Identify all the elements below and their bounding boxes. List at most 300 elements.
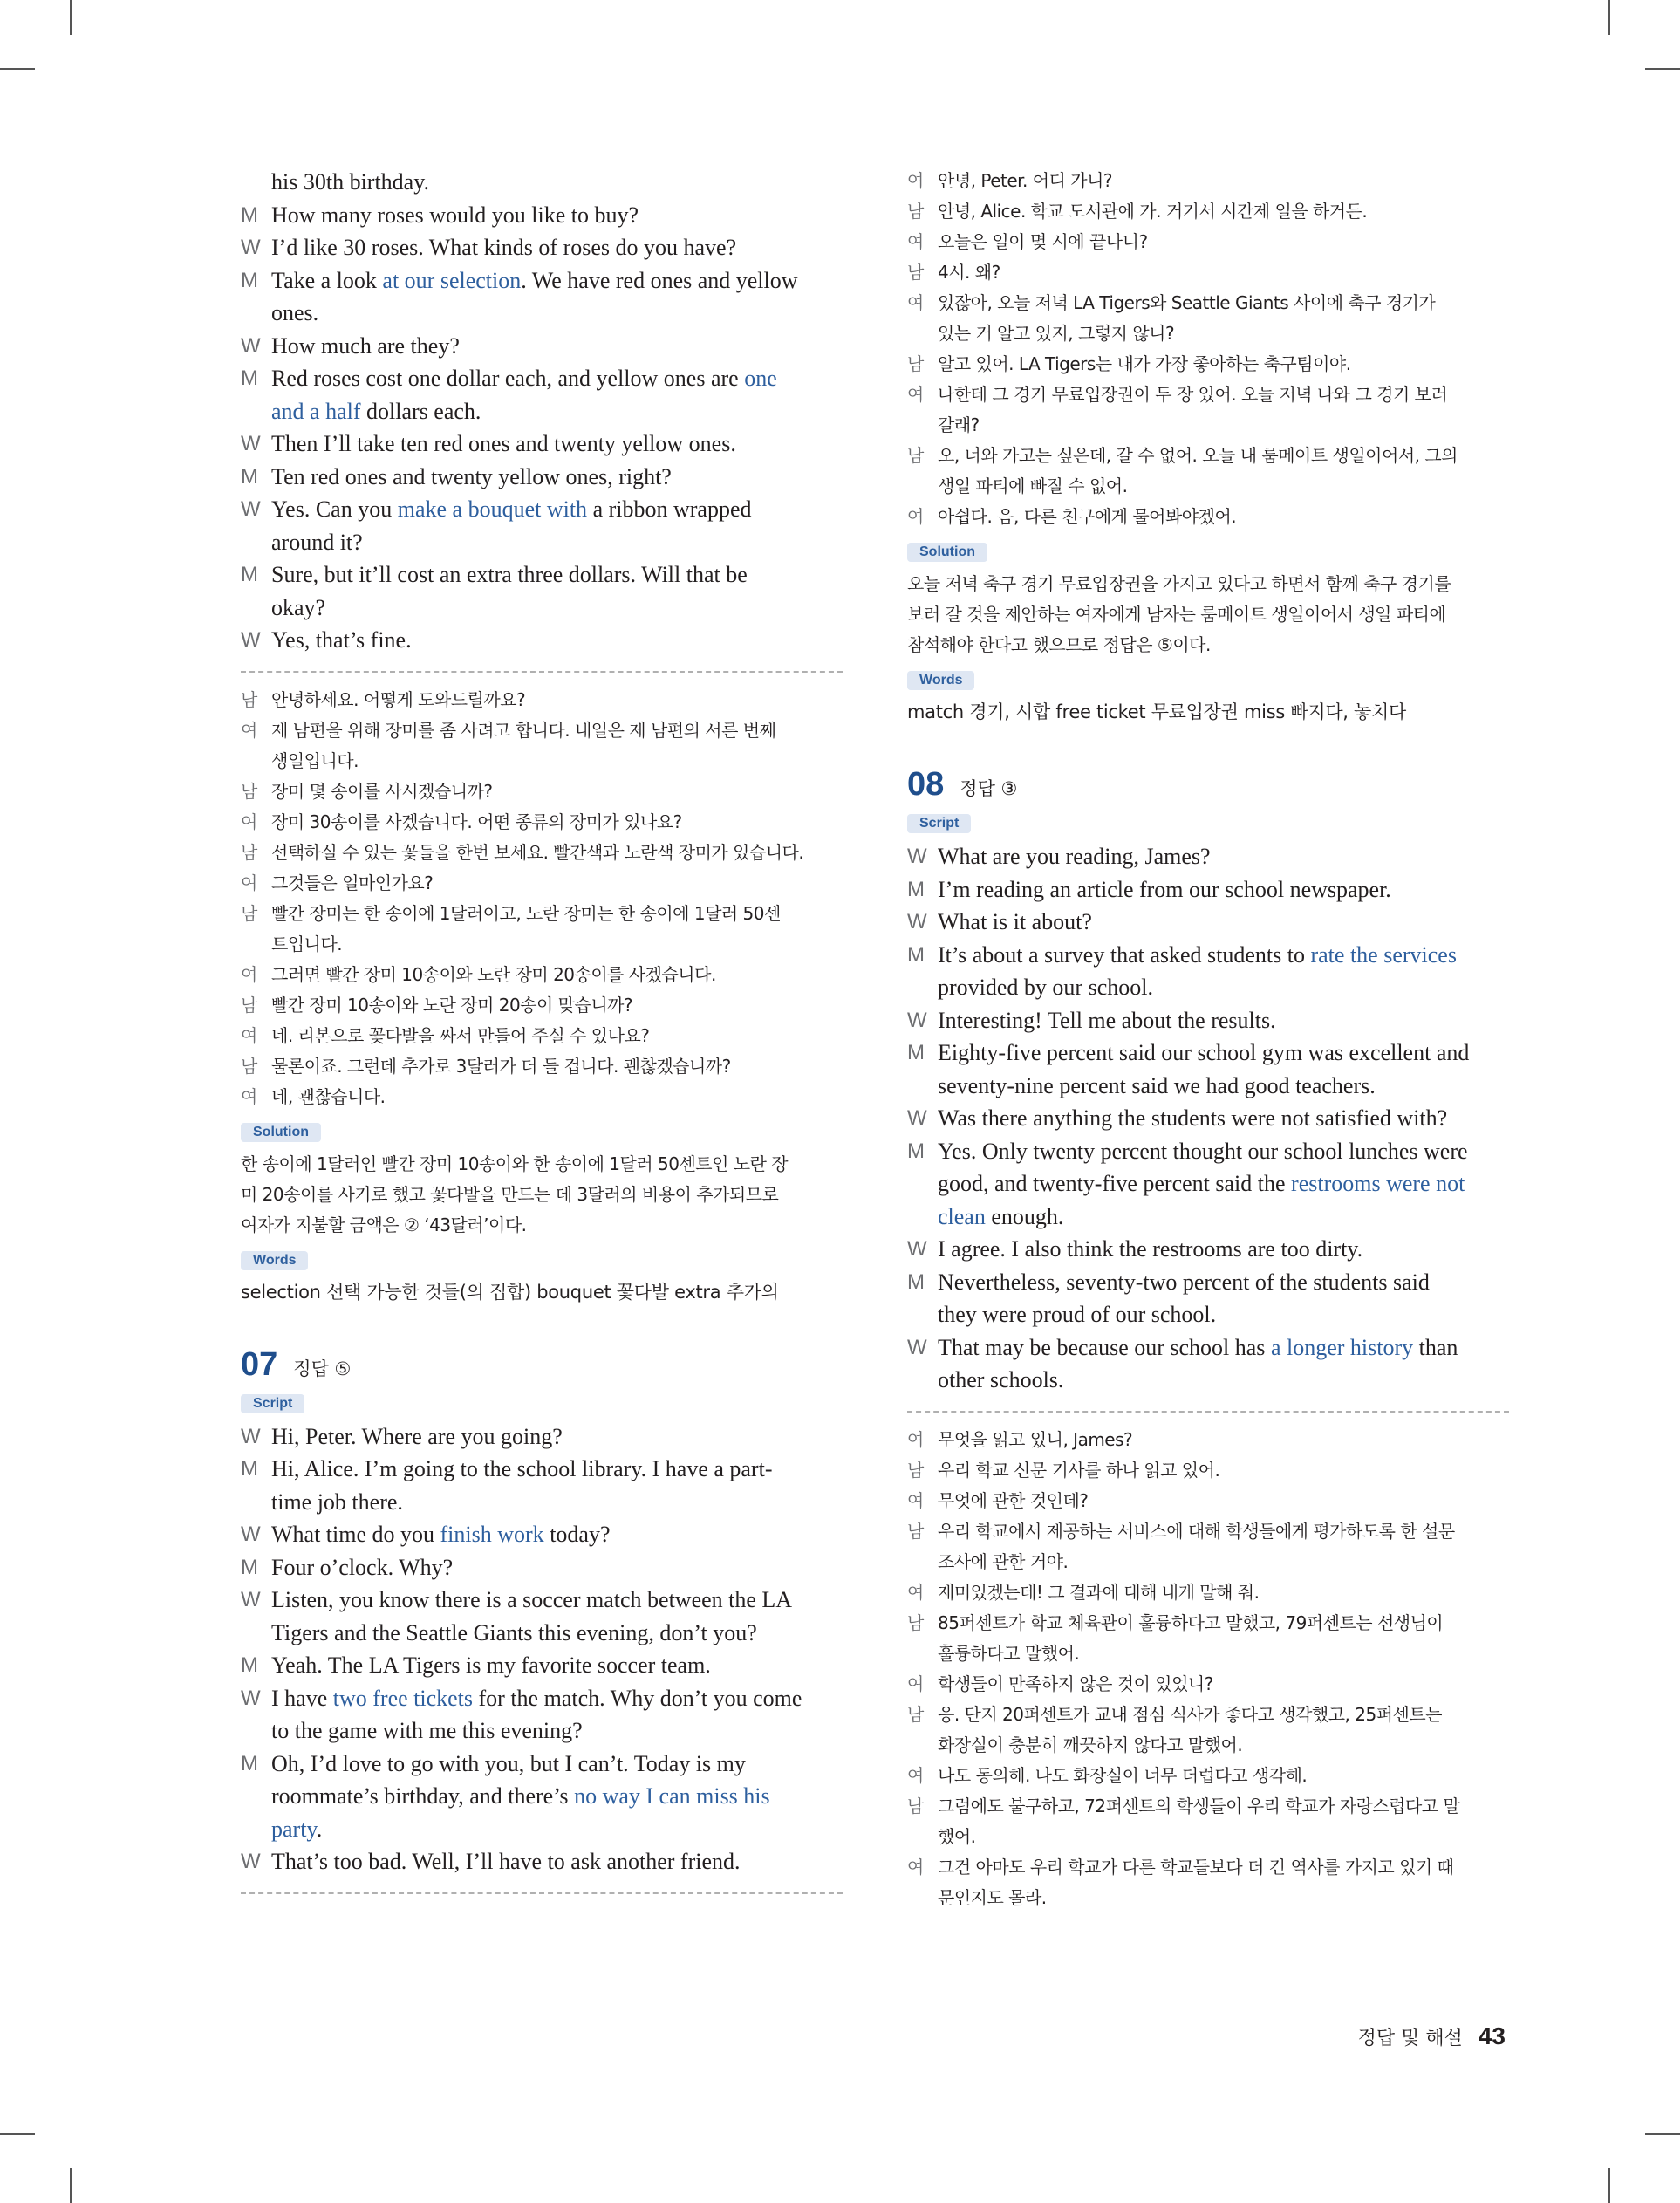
highlighted-phrase: a longer history [1270,1334,1414,1360]
dialog-text: Interesting! Tell me about the results. [938,1007,1276,1033]
speaker-label: W [241,333,261,358]
speaker-label: W [241,432,261,455]
dialog-text [938,1167,1509,1201]
dialog-text: That’s too bad. Well, I’ll have to ask another friend. [271,1849,741,1874]
dialog-text: Nevertheless, seventy-two percent of the students said [938,1269,1430,1295]
dialog-text: 학생들이 만족하지 않은 것이 있었니? [938,1673,1213,1694]
speaker-label [907,1547,938,1577]
dialog-text: How many roses would you like to buy? [271,202,639,228]
speaker-label: 남 [241,780,257,802]
dialog-line [907,1425,1509,1455]
speaker-label: 남 [907,1459,924,1481]
text-line: 오늘 저녁 축구 경기 무료입장권을 가지고 있다고 하면서 함께 축구 경기를 [907,573,1451,594]
highlighted-phrase: one [744,366,777,391]
speaker-label: W [241,1424,261,1448]
dialog-text [938,939,1509,972]
dialog-text: I’m reading an article from our school newspaper. [938,876,1391,902]
speaker-label: 남 [241,688,257,710]
dialog-line [241,1584,843,1617]
speaker-label: M [241,202,258,227]
dialog-line [907,410,1509,441]
text-segment: It’s about a survey that asked students to [938,941,1311,968]
speaker-label [241,526,271,559]
dialog-text: Yes. Only twenty percent thought our school lunches were [938,1138,1468,1164]
dialog-line [241,899,843,929]
speaker-label: 남 [907,1611,924,1633]
speaker-label: 여 [907,1856,924,1878]
dialog-text: 훌륭하다고 말했어. [938,1642,1080,1664]
dialog-text: Yeah. The LA Tigers is my favorite soccer team. [271,1652,711,1678]
dialog-line [241,990,843,1021]
highlighted-phrase: finish work [440,1522,544,1547]
dialog-text: Hi, Alice. I’m going to the school library. I have a part- [271,1456,773,1481]
dialog-text [271,1682,843,1715]
text-segment: . [316,1816,323,1842]
speaker-label: 남 [241,841,257,863]
dialog-line [241,1051,843,1082]
dialog-line [907,1298,1509,1331]
highlighted-phrase: restrooms were not [1291,1171,1465,1196]
dialog-text: Sure, but it’ll cost an extra three dollars. Will that be [271,562,748,587]
dialog-line [907,227,1509,257]
dialog-text [271,1518,843,1551]
footer-label: 정답 및 해설 [1357,2028,1463,2049]
speaker-label [907,1822,938,1852]
speaker-label: 여 [907,170,924,191]
speaker-label: M [241,464,258,489]
speaker-label: 여 [241,1024,257,1046]
dialog-line [241,461,843,494]
dialog-text: 물론이죠. 그런데 추가로 3달러가 더 들 겁니다. 괜찮겠습니까? [271,1055,731,1077]
dialog-line [907,1201,1509,1234]
dialog-line [241,715,843,746]
dialog-text [271,1780,843,1813]
dialog-text: 장미 30송이를 사겠습니다. 어떤 종류의 장미가 있나요? [271,811,682,832]
speaker-label: 남 [907,1795,924,1816]
page-footer [1358,2022,1506,2050]
dialog-line [241,558,843,592]
dialog-line [907,1486,1509,1516]
dialog-line [907,1608,1509,1639]
dialog-line [241,362,843,395]
dialog-text: 했어. [938,1825,976,1847]
dialog-text: around it? [271,529,363,555]
text-segment: I have [271,1685,333,1711]
dialog-line [241,1420,843,1454]
text-segment: today? [543,1522,611,1547]
dialog-text: 안녕, Alice. 학교 도서관에 가. 거기서 시간제 일을 하거든. [938,201,1368,222]
dialog-line [241,493,843,526]
highlighted-phrase: and a half [271,398,361,424]
dialog-line [907,1547,1509,1577]
dialog-text: other schools. [938,1367,1064,1392]
dialog-line [907,1822,1509,1852]
highlighted-phrase: two free tickets [332,1685,474,1711]
right-column [907,166,1509,1913]
dialog-text: 아쉽다. 음, 다른 친구에게 물어봐야겠어. [938,506,1237,527]
dialog-line [241,166,843,199]
dialog-text: 우리 학교에서 제공하는 서비스에 대해 학생들에게 평가하도록 한 설문 [938,1520,1455,1542]
dialog-text: 있잖아, 오늘 저녁 LA Tigers와 Seattle Giants 사이에 축구 경기가 [938,292,1436,313]
dialog-text: 장미 몇 송이를 사시겠습니까? [271,780,493,802]
speaker-label: 여 [907,1764,924,1786]
speaker-label [241,746,271,777]
dialog-text: 생일입니다. [271,749,359,771]
dialog-text: Listen, you know there is a soccer match between the LA [271,1587,793,1612]
speaker-label: 여 [907,231,924,252]
speaker-label [907,410,938,441]
dialog-text: 오늘은 일이 몇 시에 끝나니? [938,231,1148,252]
speaker-label [907,1167,938,1201]
dialog-text [271,362,843,395]
dialog-line [907,840,1509,873]
speaker-label: 남 [907,1520,924,1542]
dialog-text [271,493,843,526]
speaker-label: 여 [241,811,257,832]
dialog-line [907,971,1509,1004]
q06-solution [241,1149,843,1241]
dialog-text: Four o’clock. Why? [271,1554,454,1580]
text-segment: Red roses cost one dollar each, and yellow ones are [271,366,745,391]
dialog-text: Oh, I’d love to go with you, but I can’t. Today is my [271,1750,746,1776]
dialog-text: Tigers and the Seattle Giants this evening, don’t you? [271,1619,757,1645]
dialog-line [241,1021,843,1051]
dialog-text: 나한테 그 경기 무료입장권이 두 장 있어. 오늘 저녁 나와 그 경기 보러 [938,384,1448,405]
dialog-text: What is it about? [938,909,1092,934]
dialog-text [271,395,843,428]
dialog-line [907,906,1509,939]
highlighted-phrase: rate the services [1310,941,1457,968]
script-tag: Script [241,1394,304,1413]
speaker-label: W [241,628,261,652]
q08-translation [907,1425,1509,1913]
dialog-text: 문인지도 몰라. [938,1886,1047,1908]
dialog-line [907,1037,1509,1070]
dialog-text: 네, 괜찮습니다. [271,1085,386,1107]
dialog-line [907,288,1509,318]
q08-heading [907,766,1509,804]
crop-mark [70,2168,72,2203]
dialog-line [907,1167,1509,1201]
text-segment: than [1413,1334,1458,1360]
dialog-text: 네. 리본으로 꽃다발을 싸서 만들어 주실 수 있나요? [271,1024,650,1046]
speaker-label: W [241,497,261,521]
speaker-label: W [241,1850,261,1873]
text-line: 한 송이에 1달러인 빨간 장미 10송이와 한 송이에 1달러 50센트인 노란 장 [241,1153,789,1174]
script-tag: Script [907,814,971,833]
dialog-line [907,502,1509,532]
dialog-line [907,1070,1509,1103]
crop-mark [1645,2133,1680,2135]
highlighted-phrase: no way I can miss his [574,1783,770,1809]
speaker-label [907,1201,938,1234]
dialog-text [938,1201,1509,1234]
speaker-label: M [241,1751,258,1775]
text-segment: . We have red ones and yellow [521,267,798,293]
dialog-line [241,868,843,899]
speaker-label: W [907,910,927,934]
dialog-text: 그러면 빨간 장미 10송이와 노란 장미 20송이를 사겠습니다. [271,963,716,985]
dialog-text: 조사에 관한 거야. [938,1550,1069,1572]
dialog-line [241,199,843,232]
dialog-line [907,318,1509,349]
dialog-text: How much are they? [271,332,460,359]
speaker-label: 여 [907,384,924,405]
speaker-label [907,1883,938,1913]
dialog-text: 그것들은 얼마인가요? [271,872,434,893]
question-number: 07 [241,1345,278,1383]
q07-solution [907,569,1509,660]
dialog-text: 우리 학교 신문 기사를 하나 읽고 있어. [938,1459,1220,1481]
speaker-label: M [907,1139,925,1163]
speaker-label [907,1298,938,1331]
dialog-line [241,1453,843,1486]
speaker-label: 여 [241,872,257,893]
dialog-line [241,297,843,330]
text-line: 참석해야 한다고 했으므로 정답은 ⑤이다. [907,634,1211,655]
crop-mark [0,68,35,70]
speaker-label [241,592,271,625]
crop-mark [1608,0,1610,35]
dialog-line [241,777,843,807]
dialog-text: provided by our school. [938,975,1153,1000]
dialog-line [241,330,843,363]
text-line: 여자가 지불할 금액은 ② ‘43달러’이다. [241,1214,527,1235]
speaker-label [907,1730,938,1761]
dialog-line [241,1748,843,1781]
speaker-label: 여 [241,719,257,741]
dialog-text: Hi, Peter. Where are you going? [271,1423,563,1449]
dialog-text: 그건 아마도 우리 학교가 다른 학교들보다 더 긴 역사를 가지고 있기 때 [938,1856,1454,1878]
dialog-line [907,441,1509,471]
dialog-line [241,526,843,559]
crop-mark [70,0,72,35]
speaker-label [907,318,938,349]
words-tag: Words [907,671,974,690]
dialog-line [241,1780,843,1813]
dialog-line [907,939,1509,972]
dialog-text: okay? [271,594,326,620]
dialog-line [907,873,1509,907]
dialog-text: they were proud of our school. [938,1302,1217,1327]
dialog-line [907,1852,1509,1883]
dialog-line [907,380,1509,410]
q06-words: selection 선택 가능한 것들(의 집합) bouquet 꽃다발 extra 추가의 [241,1281,779,1303]
dialog-line [241,395,843,428]
speaker-label [241,1617,271,1650]
dialog-line [241,929,843,960]
dialog-text: 안녕, Peter. 어디 가니? [938,170,1113,191]
left-column [241,166,843,1906]
text-segment: a ribbon wrapped [587,496,752,522]
dialog-line [907,1455,1509,1486]
dialog-line [907,1135,1509,1168]
dialog-line [907,1639,1509,1669]
speaker-label: W [241,1588,261,1611]
dialog-line [907,1331,1509,1365]
speaker-label: W [241,236,261,259]
speaker-label: W [907,1008,927,1032]
speaker-label [241,1714,271,1748]
solution-tag: Solution [907,543,987,562]
dialog-line [241,231,843,264]
dialog-text: Was there anything the students were not satisfied with? [938,1105,1448,1131]
dialog-text: 갈래? [938,414,980,435]
dialog-line [907,196,1509,227]
speaker-label: 여 [907,292,924,313]
dialog-line [907,1791,1509,1822]
dialog-line [241,1649,843,1682]
crop-mark [1645,68,1680,70]
dialog-line [241,746,843,777]
speaker-label [907,1364,938,1397]
dialog-line [907,1102,1509,1135]
dialog-line [241,1714,843,1748]
speaker-label: M [907,1269,925,1294]
dialog-line [907,1883,1509,1913]
speaker-label: M [907,877,925,901]
speaker-label [241,297,271,330]
speaker-label: W [907,1335,927,1359]
speaker-label: W [907,845,927,868]
text-segment: That may be because our school has [938,1334,1271,1360]
dialog-line [907,1761,1509,1791]
q06-translation [241,685,843,1112]
speaker-label: 여 [907,1489,924,1511]
dialog-line [907,1266,1509,1299]
text-segment: Yes. Can you [271,496,398,522]
q07-script [241,1420,843,1878]
dialog-text: 그럼에도 불구하고, 72퍼센트의 학생들이 우리 학교가 자랑스럽다고 말 [938,1795,1460,1816]
speaker-label: 남 [907,201,924,222]
dialog-text: I’d like 30 roses. What kinds of roses do you have? [271,235,737,260]
dialog-text: 알고 있어. LA Tigers는 내가 가장 좋아하는 축구팀이야. [938,353,1351,374]
solution-tag: Solution [241,1123,321,1142]
dialog-text: 무엇을 읽고 있니, James? [938,1428,1133,1450]
dialog-text: his 30th birthday. [271,169,430,195]
dialog-line [907,1669,1509,1700]
highlighted-phrase: at our selection [382,267,522,293]
dialog-text [271,1813,843,1846]
dialog-line [907,471,1509,502]
text-line: 보러 갈 것을 제안하는 여자에게 남자는 룸메이트 생일이어서 생일 파티에 [907,604,1446,625]
text-segment: roommate’s birthday, and there’s [271,1783,575,1809]
dialog-text: ones. [271,300,319,325]
dialog-line [907,257,1509,288]
dialog-text: 안녕하세요. 어떻게 도와드릴까요? [271,688,526,710]
dialog-text: 빨간 장미 10송이와 노란 장미 20송이 맞습니까? [271,994,633,1016]
text-segment: for the match. Why don’t you come [473,1685,802,1711]
speaker-label [907,1639,938,1669]
dialog-line [241,1486,843,1519]
dialog-line [907,166,1509,196]
speaker-label: 남 [907,353,924,374]
dialog-text: 있는 거 알고 있지, 그렇지 않니? [938,323,1175,344]
speaker-label: M [907,1041,925,1064]
dialog-line [907,1004,1509,1037]
speaker-label: 여 [241,1085,257,1107]
speaker-label: W [241,1686,261,1710]
dialog-text: 빨간 장미는 한 송이에 1달러이고, 노란 장미는 한 송이에 1달러 50센 [271,902,781,924]
speaker-label: 남 [907,1703,924,1725]
q07-heading [241,1346,843,1384]
dialog-line [907,1233,1509,1266]
dialog-line [241,1813,843,1846]
text-segment: dollars each. [360,398,481,424]
speaker-label: W [241,1522,261,1546]
dialog-line [907,1730,1509,1761]
speaker-label [241,395,271,428]
crop-mark [0,2133,35,2135]
dialog-text: to the game with me this evening? [271,1718,583,1743]
dialog-text: 85퍼센트가 학교 체육관이 훌륭하다고 말했고, 79퍼센트는 선생님이 [938,1611,1444,1633]
speaker-label: M [241,268,258,292]
q07-translation [907,166,1509,532]
dialog-text: seventy-nine percent said we had good teachers. [938,1072,1376,1098]
dialog-line [241,1682,843,1715]
dialog-text: 4시. 왜? [938,262,1000,283]
speaker-label [907,1070,938,1103]
speaker-label: M [241,1457,258,1481]
dialog-line [241,807,843,838]
dialog-line [241,428,843,461]
speaker-label: 남 [241,902,257,924]
speaker-label: M [241,1555,258,1579]
q06-script [241,166,843,657]
answer-label: 정답 ③ [960,778,1018,799]
dialog-line [241,1617,843,1650]
speaker-label [241,1813,271,1846]
answer-label: 정답 ⑤ [293,1358,352,1379]
speaker-label: 남 [241,994,257,1016]
dialog-line [907,1577,1509,1608]
dialog-line [241,838,843,868]
dialog-line [241,264,843,298]
highlighted-phrase: clean [938,1203,986,1229]
question-number: 08 [907,766,945,803]
speaker-label: 여 [907,506,924,527]
dialog-line [907,1700,1509,1730]
speaker-label: 여 [241,963,257,985]
text-segment: What time do you [271,1522,440,1547]
dialog-line [241,685,843,715]
dialog-text: What are you reading, James? [938,844,1211,869]
speaker-label [241,929,271,960]
dialog-line [241,592,843,625]
highlighted-phrase: make a bouquet with [397,496,588,522]
speaker-label: 남 [907,445,924,466]
speaker-label: W [907,1237,927,1261]
dialog-line [907,1364,1509,1397]
dialog-line [241,1845,843,1878]
speaker-label: M [241,1653,258,1677]
speaker-label: W [907,1106,927,1130]
speaker-label: 여 [907,1428,924,1450]
dialog-text: 나도 동의해. 나도 화장실이 너무 더럽다고 생각해. [938,1764,1308,1786]
dialog-text: 선택하실 수 있는 꽃들을 한번 보세요. 빨간색과 노란색 장미가 있습니다. [271,841,804,863]
section-divider [241,671,843,673]
dialog-text: 무엇에 관한 것인데? [938,1489,1089,1511]
speaker-label [907,471,938,502]
dialog-text: 트입니다. [271,933,343,954]
dialog-text: 생일 파티에 빠질 수 없어. [938,475,1128,496]
dialog-line [241,1082,843,1112]
dialog-text: I agree. I also think the restrooms are too dirty. [938,1236,1363,1262]
dialog-line [907,349,1509,380]
dialog-line [241,960,843,990]
speaker-label: M [241,366,258,390]
speaker-label [241,166,271,199]
